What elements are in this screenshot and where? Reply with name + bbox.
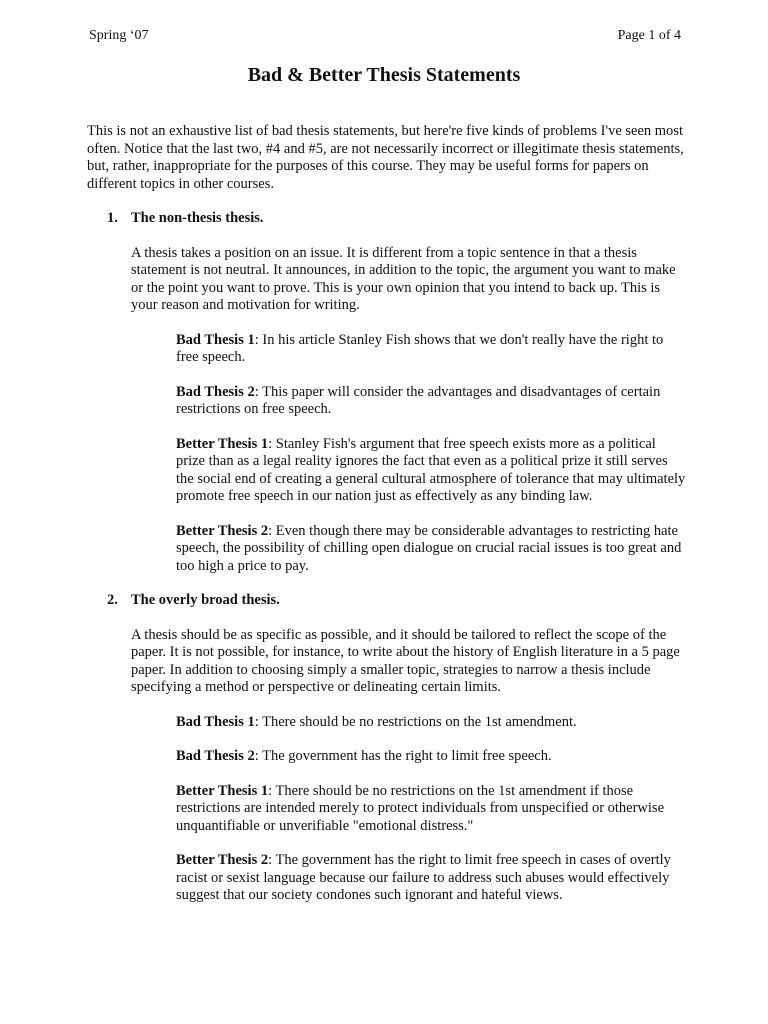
example-text: : There should be no restrictions on the 1st amendment if those restrictions are intended merely to protect individuals from unspecified or otherwise unquantifiable or unverifiable "emotional distress." [176, 782, 665, 834]
example-label: Bad Thesis 2 [176, 383, 255, 400]
example-thesis [176, 523, 687, 576]
section-title: The non-thesis thesis. [131, 210, 264, 226]
example-label: Better Thesis 2 [176, 852, 269, 868]
document-body [87, 123, 687, 922]
example-label: Bad Thesis 1 [176, 713, 255, 730]
example-text: : The government has the right to limit free speech in cases of overtly racist or sexist language because our failure to address such abuses would effectively suggest that our society condones such ignorant and hateful views. [176, 852, 671, 903]
example-thesis [176, 714, 687, 732]
example-text: : There should be no restrictions on the 1st amendment. [254, 713, 577, 730]
section-paragraph: A thesis should be as specific as possible, and it should be tailored to reflect the scope of the paper. It is not possible, for instance, to write about the history of English literature in a 5 page paper. In addition to choosing simply a smaller topic, strategies to narrow a thesis include specifying a method or perspective or delineating certain limits. [131, 626, 680, 695]
example-label: Bad Thesis 2 [176, 748, 255, 764]
example-text: : Even though there may be considerable advantages to restricting hate speech, the possibility of chilling open dialogue on crucial racial issues is too great and too high a price to pay. [176, 522, 682, 574]
example-text: : Stanley Fish's argument that free speech exists more as a political prize than as a legal reality ignores the fact that even as a political prize it still serves the social end of creating a general cultural atmosphere of tolerance that may ultimately promote free speech in our nation just as effectively as any binding law. [176, 435, 686, 504]
section-heading [107, 592, 687, 610]
example-text: : The government has the right to limit free speech. [254, 748, 552, 764]
example-thesis [176, 748, 687, 766]
example-thesis [176, 783, 687, 836]
example-label: Better Thesis 2 [176, 522, 269, 539]
section-number: 2. [107, 592, 118, 608]
section-number: 1. [107, 210, 118, 226]
example-text: : This paper will consider the advantages and disadvantages of certain restrictions on free speech. [176, 383, 661, 417]
section-paragraph: A thesis takes a position on an issue. It is different from a topic sentence in that a thesis statement is not neutral. It announces, in addition to the topic, the argument you want to make or the point you want to prove. This is your own opinion that you intend to back up. This is your reason and motivation for writing. [131, 244, 676, 313]
example-thesis [176, 332, 687, 367]
page-title: Bad & Better Thesis Statements [247, 64, 521, 86]
page-number: Page 1 of 4 [617, 28, 681, 43]
example-thesis [176, 852, 687, 905]
example-thesis [176, 384, 687, 419]
section-title: The overly broad thesis. [131, 592, 280, 608]
section-heading [107, 210, 687, 228]
header-term: Spring ‘07 [89, 28, 149, 43]
example-label: Better Thesis 1 [176, 782, 269, 799]
example-label: Better Thesis 1 [176, 435, 269, 452]
example-text: : In his article Stanley Fish shows that we don't really have the right to free speech. [176, 331, 664, 365]
example-label: Bad Thesis 1 [176, 331, 255, 348]
intro-paragraph: This is not an exhaustive list of bad thesis statements, but here're five kinds of problems I've seen most often. Notice that the last two, #4 and #5, are not necessarily incorrect or illegitimate thesis statements, but, rather, inappropriate for the purposes of this course. They may be useful forms for papers on different topics in other courses. [87, 123, 684, 192]
example-thesis [176, 436, 687, 506]
